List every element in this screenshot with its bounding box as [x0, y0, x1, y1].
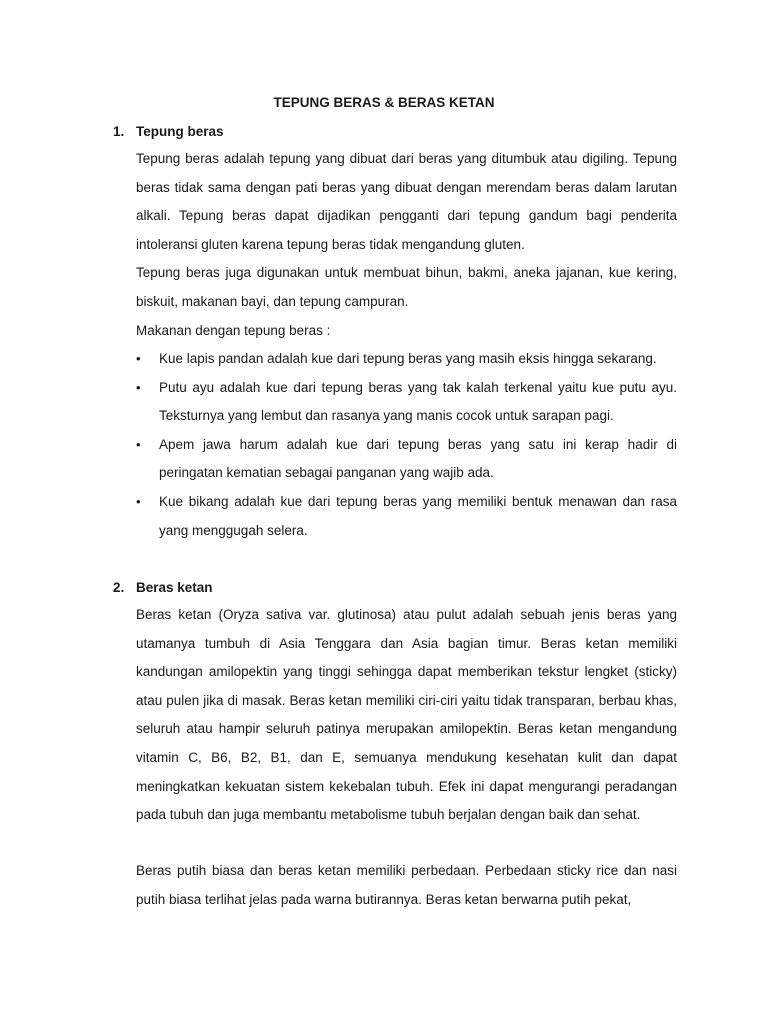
page-title: TEPUNG BERAS & BERAS KETAN: [273, 95, 495, 110]
section-2-number: 2.: [113, 580, 125, 595]
list-item-text: Kue lapis pandan adalah kue dari tepung beras yang masih eksis hingga sekarang.: [159, 351, 657, 366]
list-item-text: Kue bikang adalah kue dari tepung beras yang memiliki bentuk menawan dan rasa yang menggugah selera.: [159, 493, 677, 538]
list-item-text: Putu ayu adalah kue dari tepung beras yang tak kalah terkenal yaitu kue putu ayu. Teksturnya yang lembut dan rasanya yang manis cocok untuk sarapan pagi.: [159, 379, 677, 424]
section-1-paragraph-2: Tepung beras juga digunakan untuk membuat bihun, bakmi, aneka jajanan, kue kering, biskuit, makanan bayi, dan tepung campuran.: [136, 265, 677, 309]
food-bullet-list: [136, 345, 677, 545]
section-1-list-intro: Makanan dengan tepung beras :: [136, 323, 331, 338]
bullet-icon: •: [136, 379, 141, 395]
section-2-heading: Beras ketan: [136, 580, 213, 595]
section-2-paragraph-1: Beras ketan (Oryza sativa var. glutinosa) atau pulut adalah sebuah jenis beras yang utamanya tumbuh di Asia Tenggara dan Asia bagian timur. Beras ketan memiliki kandungan amilopektin yang tinggi sehingga dapat memberikan tekstur lengket (sticky) atau pulen jika di masak. Beras ketan memiliki ciri-ciri yaitu tidak transparan, berbau khas, seluruh atau hampir seluruh patinya merupakan amilopektin. Beras ketan mengandung vitamin C, B6, B2, B1, dan E, semuanya mendukung kesehatan kulit dan dapat meningkatkan kekuatan sistem kekebalan tubuh. Efek ini dapat mengurangi peradangan pada tubuh dan juga membantu metabolisme tubuh berjalan dengan baik dan sehat.: [136, 607, 677, 823]
list-item: [136, 345, 677, 374]
list-item: [136, 431, 677, 488]
list-item: [136, 488, 677, 545]
section-1-heading: Tepung beras: [136, 124, 224, 139]
list-item-text: Apem jawa harum adalah kue dari tepung beras yang satu ini kerap hadir di peringatan kematian sebagai panganan yang wajib ada.: [159, 436, 677, 481]
bullet-icon: •: [136, 436, 141, 452]
section-1-number: 1.: [113, 124, 125, 139]
bullet-icon: •: [136, 493, 141, 509]
bullet-icon: •: [136, 351, 141, 366]
section-2-paragraph-2: Beras putih biasa dan beras ketan memiliki perbedaan. Perbedaan sticky rice dan nasi putih biasa terlihat jelas pada warna butirannya. Beras ketan berwarna putih pekat,: [136, 863, 677, 907]
list-item: [136, 374, 677, 431]
section-1-paragraph-1: Tepung beras adalah tepung yang dibuat dari beras yang ditumbuk atau digiling. Tepung beras tidak sama dengan pati beras yang dibuat dengan merendam beras dalam larutan alkali. Tepung beras dapat dijadikan pengganti dari tepung gandum bagi penderita intoleransi gluten karena tepung beras tidak mengandung gluten.: [136, 151, 677, 252]
